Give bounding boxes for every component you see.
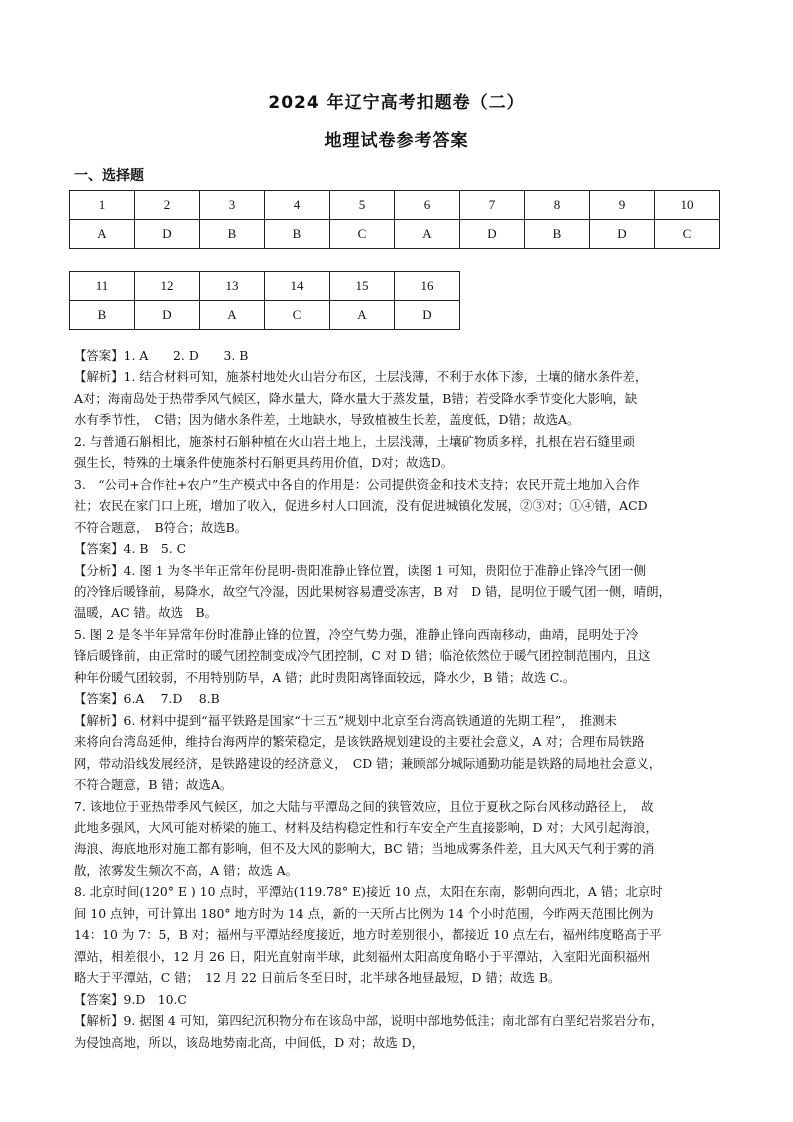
answer-cell: C [330,220,395,249]
answer-cell: C [655,220,720,249]
answer-row [70,301,460,330]
question-number-cell: 4 [265,191,330,220]
text-line: 强生长，特殊的土壤条件使施茶村石斛更具药用价值，D对；故选D。 [74,455,454,471]
question-number-row [70,272,460,301]
text-line: 【答案】9.D 10.C [74,991,187,1007]
text-line: 【解析】6. 材料中提到“福平铁路是国家“十三五”规划中北京至台湾高铁通道的先期工程”， 推测未 [74,712,617,728]
text-line: 来将向台湾岛延伸，维持台海两岸的繁荣稳定，是该铁路规划建设的主要社会意义，A 对；合理布局铁路 [74,734,645,750]
text-line: 锋后暖锋前，由正常时的暖气团控制变成冷气团控制，C 对 D 错；临沧依然位于暖气团控制范围内，且这 [74,648,651,664]
answer-cell: A [330,301,395,330]
text-line: 2. 与普通石斛相比，施茶村石斛种植在火山岩土地上，土层浅薄，土壤矿物质多样，扎根在岩石缝里顽 [74,433,635,449]
answer-cell: B [525,220,590,249]
answer-cell: C [265,301,330,330]
question-number-cell: 14 [265,272,330,301]
text-line: 潭站，相差很小，12 月 26 日，阳光直射南半球，此刻福州太阳高度角略小于平潭站，入室阳光面积福州 [74,948,651,964]
text-line: 为侵蚀高地，所以，该岛地势南北高，中间低，D 对；故选 D， [74,1034,424,1050]
answer-cell: D [590,220,655,249]
answer-cell: D [460,220,525,249]
text-line: 5. 图 2 是冬半年异常年份时准静止锋的位置，冷空气势力强，准静止锋向西南移动，曲靖，昆明处于冷 [74,626,639,642]
question-number-cell: 3 [200,191,265,220]
page-title: 2024 年辽宁高考扣题卷（二） [268,93,525,113]
answer-cell: B [265,220,330,249]
question-number-cell: 2 [135,191,200,220]
question-number-cell: 15 [330,272,395,301]
answer-cell: A [395,220,460,249]
section-heading: 一、选择题 [74,168,144,184]
text-line: 14：10 为 7：5，B 对；福州与平潭站经度接近，地方时差别很小，都接近 10 点左右，福州纬度略高于平 [74,927,662,943]
question-number-cell: 7 [460,191,525,220]
text-line: 【解析】9. 据图 4 可知，第四纪沉积物分布在该岛中部，说明中部地势低洼；南北部有白垩纪岩浆岩分布， [74,1013,664,1029]
answer-table-2 [69,271,460,330]
answer-cell: B [70,301,135,330]
question-number-cell: 5 [330,191,395,220]
question-number-cell: 6 [395,191,460,220]
question-number-row [70,191,720,220]
text-line: 不符合题意， B符合；故选B。 [74,519,248,535]
page-subtitle: 地理试卷参考答案 [324,131,469,151]
text-line: 网，带动沿线发展经济，是铁路建设的经济意义， CD 错；兼顾部分城际通勤功能是铁路的局地社会意义， [74,755,662,771]
question-number-cell: 10 [655,191,720,220]
text-line: 3. “公司+合作社+农户”生产模式中各自的作用是：公司提供资金和技术支持；农民开荒土地加入合作 [74,476,640,492]
text-line: 【答案】4. B 5. C [74,541,187,557]
text-line: 的冷锋后暖锋前，易降水，故空气冷湿，因此果树容易遭受冻害，B 对 D 错，昆明位于暖气团一侧，晴朗， [74,583,671,599]
answer-cell: A [200,301,265,330]
text-line: 【解析】1. 结合材料可知，施茶村地处火山岩分布区，土层浅薄，不利于水体下渗，土壤的储水条件差， [74,369,648,385]
answer-row [70,220,720,249]
question-number-cell: 12 [135,272,200,301]
question-number-cell: 11 [70,272,135,301]
explanation-text [74,345,730,1053]
text-line: 散，浓雾发生频次不高，A 错；故选 A。 [74,862,299,878]
answer-cell: B [200,220,265,249]
question-number-cell: 9 [590,191,655,220]
text-line: 海浪、海底地形对施工都有影响，但不及大风的影响大，BC 错；当地成雾条件差，且大风天气利于雾的消 [74,841,655,857]
text-line: 社；农民在家门口上班，增加了收入，促进乡村人口回流，没有促进城镇化发展，②③对；①④错，ACD [74,498,648,514]
answer-table-1 [69,190,720,249]
text-line: 8. 北京时间(120° E ) 10 点时，平潭站(119.78° E)接近 10 点，太阳在东南，影朝向西北，A 错；北京时 [74,884,663,900]
text-line: 7. 该地位于亚热带季风气候区，加之大陆与平潭岛之间的狭管效应，且位于夏秋之际台风移动路径上， 故 [74,798,654,814]
answer-cell: D [135,220,200,249]
question-number-cell: 13 [200,272,265,301]
answer-cell: D [135,301,200,330]
text-line: 【答案】1. A 2. D 3. B [74,348,249,363]
text-line: 略大于平潭站，C 错； 12 月 22 日前后冬至日时，北半球各地昼最短，D 错；故选 B。 [74,970,561,986]
text-line: 不符合题意，B 错；故选A。 [74,777,233,793]
answer-cell: D [395,301,460,330]
answer-cell: A [70,220,135,249]
question-number-cell: 16 [395,272,460,301]
question-number-cell: 1 [70,191,135,220]
text-line: 【答案】6.A 7.D 8.B [74,691,220,707]
text-line: 温暖，AC 错。故选 B。 [74,605,217,621]
text-line: 种年份暖气团较弱，不用特别防旱，A 错；此时贵阳离锋面较远，降水少，B 错；故选 C.。 [74,669,576,685]
text-line: A对；海南岛处于热带季风气候区，降水量大，降水量大于蒸发量，B错；若受降水季节变化大影响，缺 [74,390,638,406]
text-line: 水有季节性， C错；因为储水条件差，土地缺水，导致植被生长差，盖度低，D错；故选A。 [74,412,580,428]
text-line: 此地多强风，大风可能对桥梁的施工、材料及结构稳定性和行车安全产生直接影响，D 对；大风引起海浪， [74,819,658,835]
text-line: 间 10 点钟，可计算出 180° 地方时为 14 点，新的一天所占比例为 14 个小时范围，今昨两天范围比例为 [74,905,654,921]
question-number-cell: 8 [525,191,590,220]
text-line: 【分析】4. 图 1 为冬半年正常年份昆明-贵阳准静止锋位置，读图 1 可知，贵阳位于准静止锋冷气团一侧 [74,562,646,578]
